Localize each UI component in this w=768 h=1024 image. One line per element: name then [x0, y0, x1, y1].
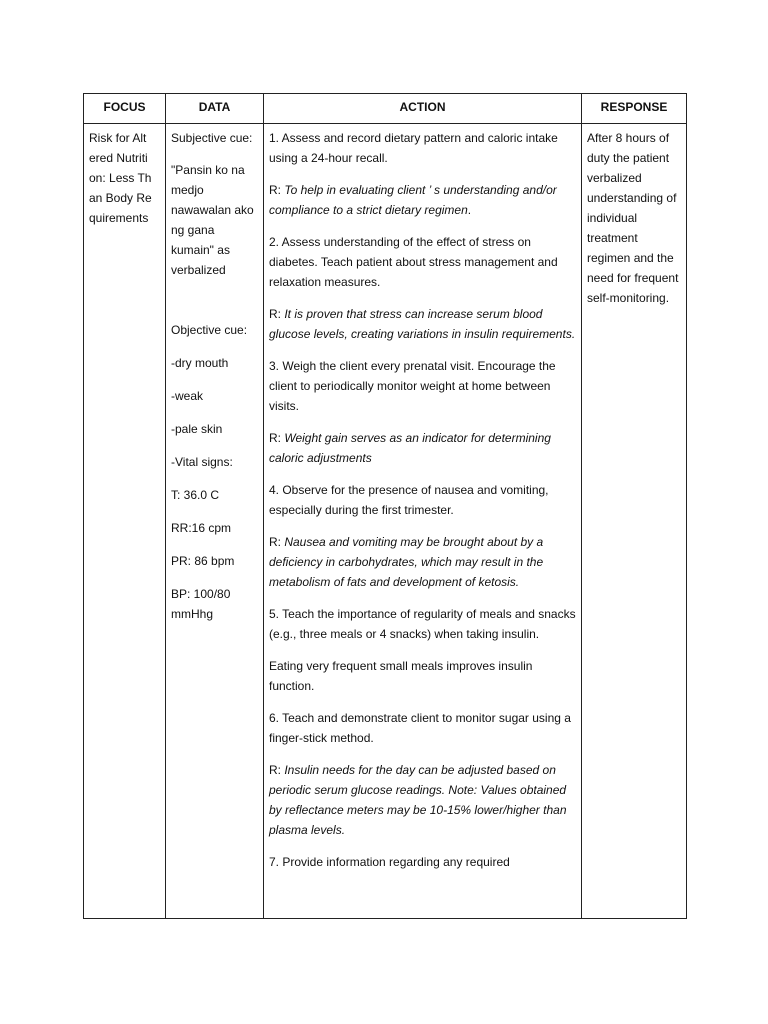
action-item: 6. Teach and demonstrate client to monitor sugar using a finger-stick method. [269, 711, 571, 745]
vital-item: BP: 100/80 mmHhg [171, 587, 231, 621]
vital-item: RR:16 cpm [171, 521, 232, 535]
rationale-text: It is proven that stress can increase serum blood glucose levels, creating variations in insulin requirements. [269, 307, 576, 341]
rationale-end: . [467, 203, 472, 217]
vital-item: T: 36.0 C [171, 488, 220, 502]
rationale-label: R: [269, 183, 285, 197]
cue-item: -Vital signs: [171, 455, 233, 469]
objective-label: Objective cue: [171, 323, 248, 337]
rationale-text: Nausea and vomiting may be brought about by a deficiency in carbohydrates, which may result in the metabolism of fats and development of ketosis. [269, 535, 544, 589]
action-cell [264, 124, 582, 919]
action-item: 7. Provide information regarding any required [269, 855, 510, 869]
action-note: Eating very frequent small meals improves insulin function. [269, 659, 533, 693]
action-item: 1. Assess and record dietary pattern and caloric intake using a 24-hour recall. [269, 131, 558, 165]
action-item: 2. Assess understanding of the effect of stress on diabetes. Teach patient about stress management and relaxation measures. [269, 235, 558, 289]
rationale-item [269, 180, 576, 220]
response-cell [582, 124, 687, 919]
cue-item: -pale skin [171, 422, 223, 436]
focus-text: Risk for Altered Nutrition: Less Than Body Requirements [89, 131, 152, 225]
rationale-text: Insulin needs for the day can be adjusted based on periodic serum glucose readings. Note: Values obtained by reflectance meters may be 10-15% lower/higher than plasma levels. [269, 763, 567, 837]
rationale-label: R: [269, 307, 285, 321]
rationale-label: R: [269, 763, 285, 777]
header-row [84, 94, 687, 124]
header-response: RESPONSE [582, 94, 687, 124]
cue-item: -dry mouth [171, 356, 229, 370]
rationale-item [269, 428, 576, 468]
subjective-quote: "Pansin ko na medjo nawawalan ako ng gana kumain" as verbalized [171, 163, 254, 277]
focus-cell [84, 124, 166, 919]
fdar-table [83, 93, 687, 919]
rationale-label: R: [269, 431, 285, 445]
header-focus: FOCUS [84, 94, 166, 124]
subjective-label: Subjective cue: [171, 131, 253, 145]
rationale-text: Weight gain serves as an indicator for determining caloric adjustments [269, 431, 551, 465]
cue-item: -weak [171, 389, 204, 403]
table-row [84, 124, 687, 919]
rationale-text: To help in evaluating client ’ s understanding and/or compliance to a strict dietary regimen [269, 183, 557, 217]
action-item: 4. Observe for the presence of nausea and vomiting, especially during the first trimester. [269, 483, 549, 517]
action-item: 5. Teach the importance of regularity of meals and snacks (e.g., three meals or 4 snacks) when taking insulin. [269, 607, 576, 641]
rationale-item [269, 760, 576, 840]
header-action: ACTION [264, 94, 582, 124]
action-item: 3. Weigh the client every prenatal visit. Encourage the client to periodically monitor weight at home between visits. [269, 359, 556, 413]
data-cell [166, 124, 264, 919]
rationale-item [269, 532, 576, 592]
header-data: DATA [166, 94, 264, 124]
vital-item: PR: 86 bpm [171, 554, 235, 568]
rationale-item [269, 304, 576, 344]
rationale-label: R: [269, 535, 285, 549]
response-text: After 8 hours of duty the patient verbalized understanding of individual treatment regimen and the need for frequent self-monitoring. [587, 131, 679, 305]
